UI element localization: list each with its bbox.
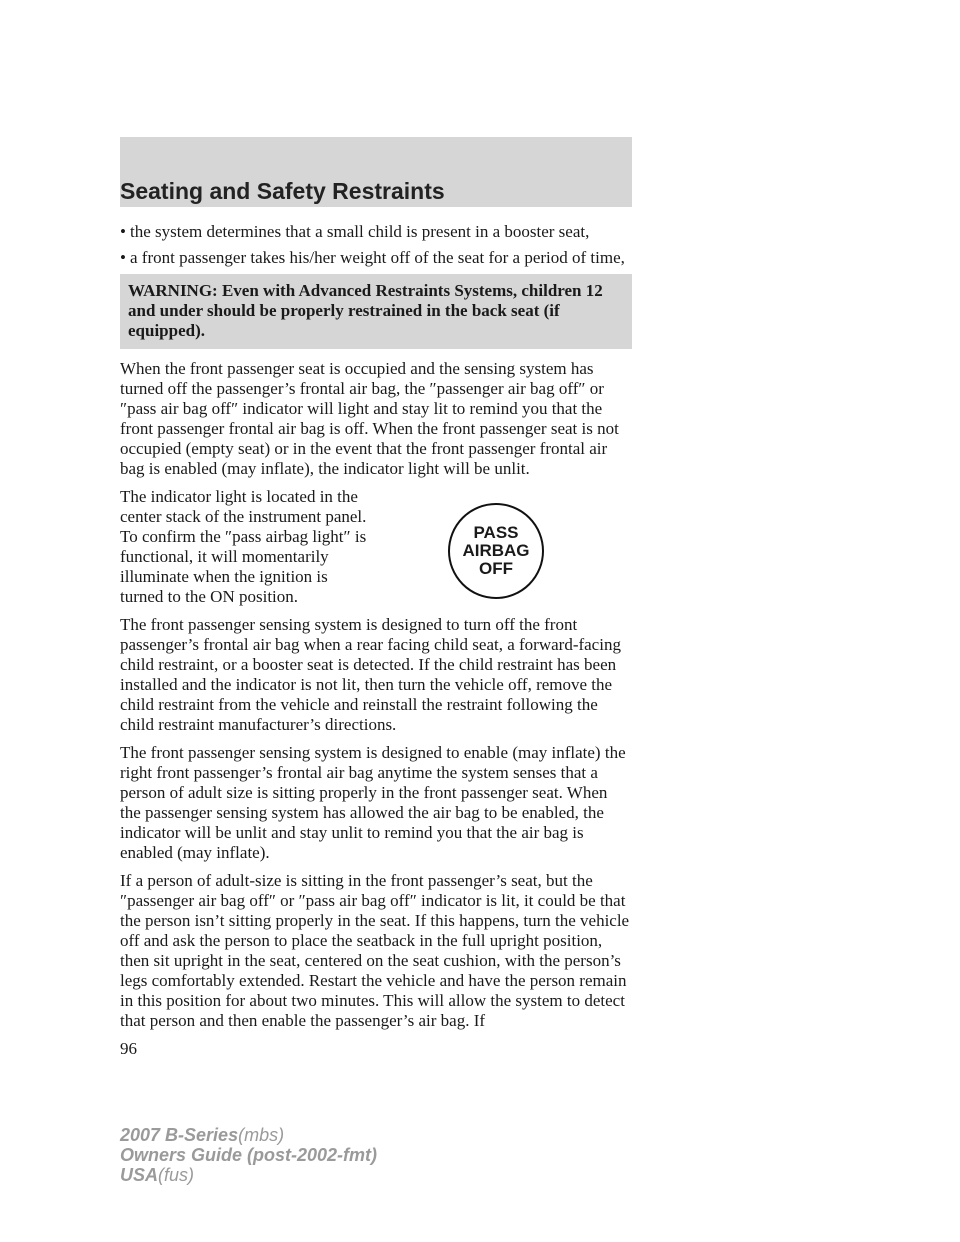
indicator-line-2: AIRBAG (462, 541, 530, 560)
paragraph-indicator-location: The indicator light is located in the center stack of the instrument panel. To confirm the ″pass airbag light″ is functional, it will momentarily illuminate when the ignition is turned to the ON position. (120, 487, 367, 606)
page-content (120, 222, 632, 1059)
footer-line-2: Owners Guide (post-2002-fmt) (120, 1145, 378, 1165)
paragraph-adult-size: If a person of adult-size is sitting in the front passenger’s seat, but the ″passenger air bag off″ or ″pass air bag off″ indicator is lit, it could be that the person isn’t sitting properly in the seat. If this happens, turn the vehicle off and ask the person to place the seatback in the full upright position, then sit upright in the seat, centered on the seat cushion, with the person’s legs comfortably extended. Restart the vehicle and have the person remain in this position for about two minutes. This will allow the system to detect that person and then enable the passenger’s air bag. If (120, 871, 630, 1030)
paragraph-turn-off: The front passenger sensing system is designed to turn off the front passenger’s frontal air bag when a rear facing child seat, a forward-facing child restraint, or a booster seat is detected. If the child restraint has been installed and the indicator is not lit, then turn the vehicle off, remove the child restraint from the vehicle and reinstall the restraint following the child restraint manufacturer’s directions. (120, 615, 621, 734)
indicator-section (120, 487, 632, 607)
warning-box: WARNING: Even with Advanced Restraints Systems, children 12 and under should be properly restrained in the back seat (if equipped). (120, 274, 632, 349)
bullet-text: a front passenger takes his/her weight off of the seat for a period of time, (130, 248, 625, 267)
paragraph-indicator-status: When the front passenger seat is occupied and the sensing system has turned off the passenger’s frontal air bag, the ″passenger air bag off″ or ″pass air bag off″ indicator will light and stay lit to remind you that the front passenger frontal air bag is off. When the front passenger seat is not occupied (empty seat) or in the event that the front passenger frontal air bag is enabled (may inflate), the indicator light will be unlit. (120, 359, 619, 478)
indicator-line-3: OFF (479, 559, 513, 578)
list-item (120, 222, 632, 242)
bullet-text: the system determines that a small child is present in a booster seat, (130, 222, 590, 241)
pass-airbag-off-indicator-icon (448, 503, 544, 599)
indicator-line-1: PASS (473, 523, 519, 542)
bullet-icon: • (120, 222, 126, 241)
document-footer (120, 1125, 377, 1185)
bullet-icon: • (120, 248, 126, 267)
paragraph-enable: The front passenger sensing system is designed to enable (may inflate) the right front passenger’s frontal air bag anytime the system senses that a person of adult size is sitting properly in the front passenger seat. When the passenger sensing system has allowed the air bag to be enabled, the indicator will be unlit and stay unlit to remind you that the air bag is enabled (may inflate). (120, 743, 626, 862)
bullet-list (120, 222, 632, 268)
footer-line-3: USA(fus) (120, 1165, 195, 1185)
page-number: 96 (120, 1039, 137, 1058)
footer-line-1: 2007 B-Series(mbs) (120, 1125, 285, 1145)
section-title: Seating and Safety Restraints (120, 178, 445, 204)
list-item (120, 248, 632, 268)
